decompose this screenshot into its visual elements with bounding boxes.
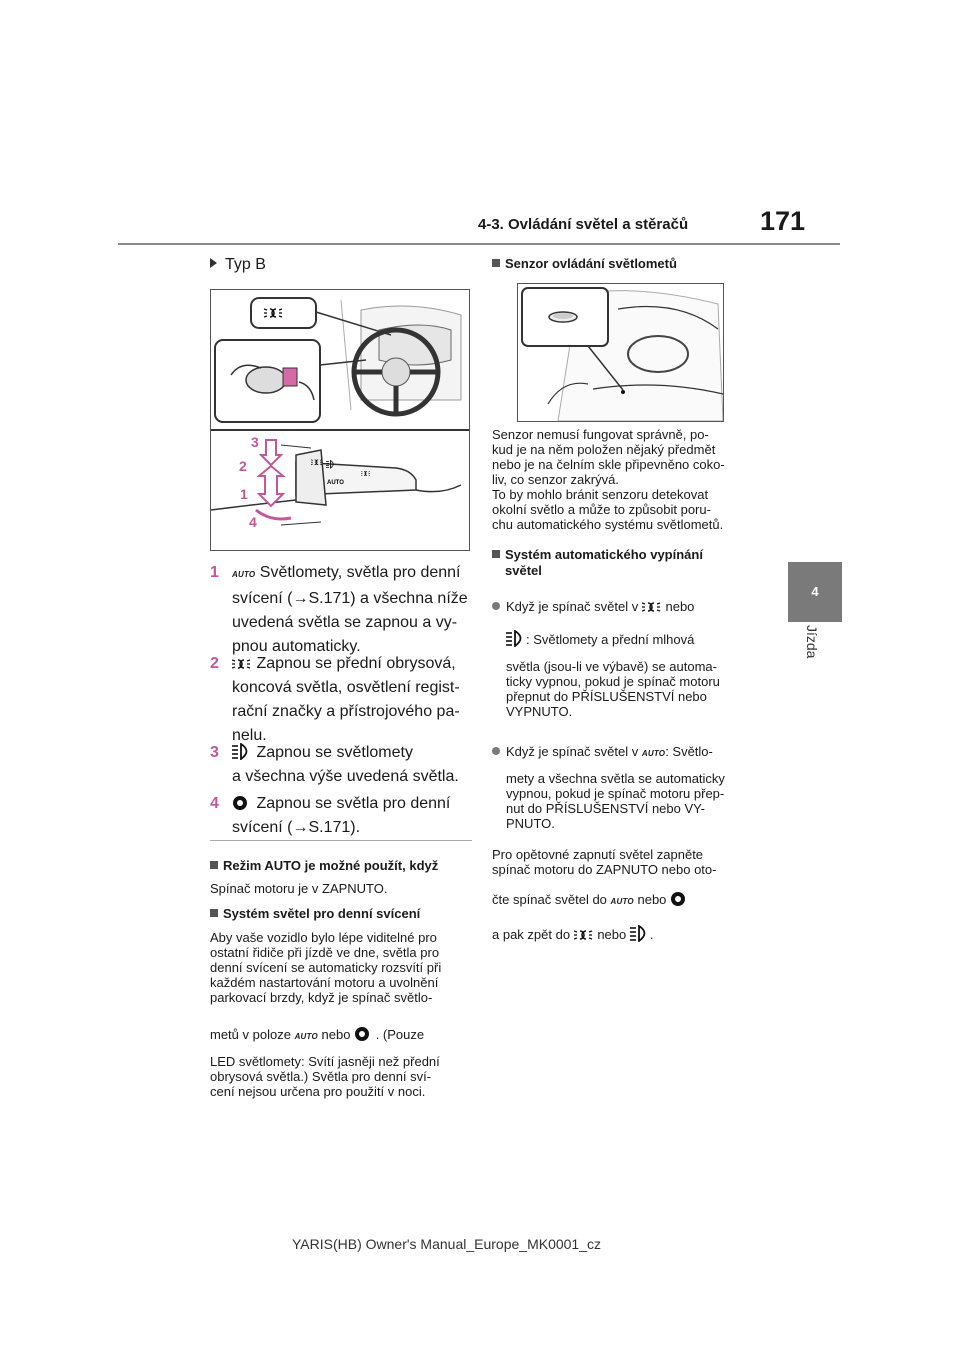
headlight-icon bbox=[630, 925, 650, 942]
drl-icons-line: metů v poloze AUTO nebo . (Pouze bbox=[210, 1027, 425, 1042]
square-bullet-icon bbox=[210, 909, 218, 917]
diagram-label-2: 2 bbox=[239, 458, 247, 474]
square-bullet-icon bbox=[210, 861, 218, 869]
drl-icon bbox=[670, 891, 688, 907]
headlight-icon bbox=[506, 630, 526, 647]
auto-icon: AUTO bbox=[610, 897, 634, 906]
drl-icon bbox=[354, 1026, 372, 1042]
circle-bullet-icon bbox=[492, 602, 500, 610]
square-bullet-icon bbox=[492, 550, 500, 558]
position-lights-icon bbox=[642, 600, 662, 614]
auto-mode-heading: Režim AUTO je možné použít, když bbox=[210, 858, 472, 874]
item-1: 1 AUTO Světlomety, světla pro denní svícení (→S.171) a všechna níže uvedená světla se zapnou a vy- pnou automaticky. bbox=[210, 564, 468, 655]
position-lights-icon bbox=[232, 657, 252, 671]
restore-last-line: a pak zpět do nebo . bbox=[492, 927, 654, 942]
auto-icon: AUTO bbox=[294, 1032, 318, 1041]
light-switch-figure bbox=[210, 289, 470, 551]
sensor-paragraph: Senzor nemusí fungovat správně, po- kud je na něm položen nějaký předmět nebo je na čelním skle připevněno coko- liv, co senzor zakrývá. To by mohlo bránit senzoru detekovat okolní světlo a může to způsobit poru- chu automatického systému světlometů. bbox=[492, 427, 725, 532]
drl-icon bbox=[232, 795, 252, 811]
header-rule bbox=[118, 243, 840, 245]
diagram-label-3: 3 bbox=[251, 434, 259, 450]
section-title: 4-3. Ovládání světel a stěračů bbox=[478, 216, 689, 233]
item-3: 3 Zapnou se světlomety a všechna výše uvedená světla. bbox=[210, 744, 459, 785]
bullet-1-line-1: Když je spínač světel v nebo bbox=[492, 598, 754, 616]
restore-paragraph: Pro opětovné zapnutí světel zapněte spínač motoru do ZAPNUTO nebo oto- bbox=[492, 847, 717, 877]
chapter-tab[interactable]: 4 bbox=[788, 562, 842, 622]
auto-icon: AUTO bbox=[641, 749, 666, 758]
chapter-label: Jízda bbox=[804, 625, 820, 659]
triangle-icon bbox=[210, 258, 217, 268]
drl-heading: Systém světel pro denní svícení bbox=[210, 906, 472, 922]
auto-icon: AUTO bbox=[232, 570, 256, 579]
drl-paragraph: Aby vaše vozidlo bylo lépe viditelné pro ostatní řidiče při jízdě ve dne, světla pro denní svícení se automaticky rozsvítí při každém nastartování motoru a uvolnění parkovací brzdy, když je spínač světlo- bbox=[210, 930, 442, 1005]
bullet-2-rest: mety a všechna světla se automaticky vypnou, pokud je spínač motoru přep- nut do PŘÍSLUŠENSTVÍ nebo VY- PNUTO. bbox=[506, 771, 725, 831]
type-label: Typ B bbox=[210, 256, 472, 274]
bullet-2-line-1: Když je spínač světel v AUTO: Světlo- bbox=[492, 743, 754, 763]
section-divider bbox=[210, 840, 472, 841]
drl-paragraph-end: LED světlomety: Svítí jasněji než přední obrysová světla.) Světla pro denní sví- cení nejsou určena pro použití v noci. bbox=[210, 1054, 440, 1099]
footer-text: YARIS(HB) Owner's Manual_Europe_MK0001_cz bbox=[292, 1236, 601, 1252]
sensor-heading: Senzor ovládání světlometů bbox=[492, 256, 754, 272]
svg-text:AUTO: AUTO bbox=[327, 480, 344, 486]
auto-off-heading: Systém automatického vypínání světel bbox=[492, 547, 754, 579]
item-4: 4 Zapnou se světla pro denní svícení (→S.171). bbox=[210, 795, 451, 836]
restore-icons-line: čte spínač světel do AUTO nebo bbox=[492, 890, 754, 912]
bullet-1-line-2: : Světlomety a přední mlhová bbox=[492, 630, 768, 650]
diagram-label-1: 1 bbox=[240, 486, 248, 502]
position-lights-icon bbox=[574, 928, 594, 942]
diagram-label-4: 4 bbox=[249, 514, 257, 530]
item-2: 2 Zapnou se přední obrysová, koncová světla, osvětlení regist- rační značky a přístrojového pa- nelu. bbox=[210, 655, 460, 744]
auto-mode-text: Spínač motoru je v ZAPNUTO. bbox=[210, 881, 388, 896]
circle-bullet-icon bbox=[492, 747, 500, 755]
headlight-icon bbox=[232, 743, 252, 760]
bullet-1-rest: světla (jsou-li ve výbavě) se automa- ticky vypnou, pokud je spínač motoru přepnut do PŘÍSLUŠENSTVÍ nebo VYPNUTO. bbox=[506, 659, 720, 719]
square-bullet-icon bbox=[492, 259, 500, 267]
sensor-figure bbox=[517, 283, 724, 422]
page-number: 171 bbox=[760, 206, 806, 236]
